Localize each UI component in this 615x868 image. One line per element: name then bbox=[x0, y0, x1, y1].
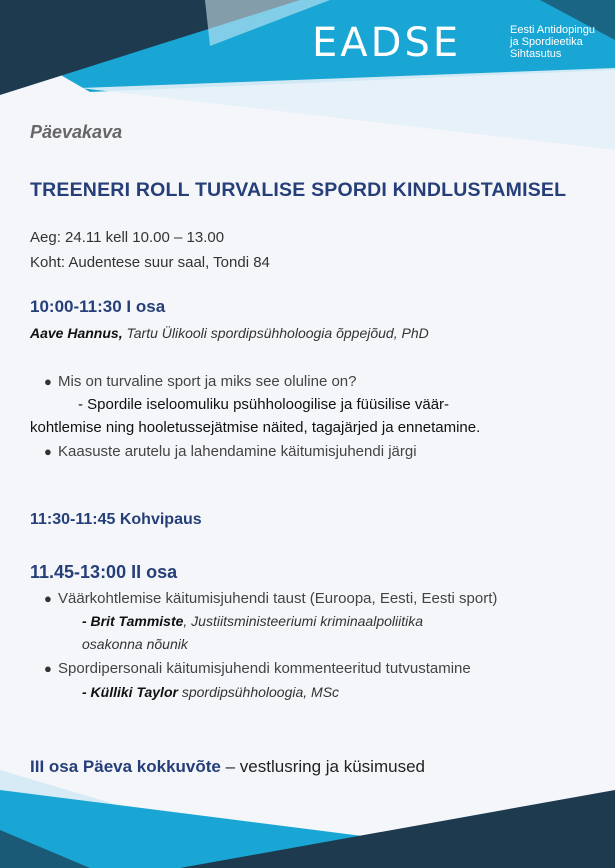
part2-subitem-1-cont: osakonna nõunik bbox=[82, 636, 188, 652]
document-title: TREENERI ROLL TURVALISE SPORDI KINDLUSTAMISEL bbox=[30, 179, 567, 201]
part1-speaker bbox=[30, 325, 429, 341]
logo-wordmark: EADSE bbox=[312, 20, 462, 66]
agenda-label: Päevakava bbox=[30, 122, 123, 142]
event-time: Aeg: 24.11 kell 10.00 – 13.00 bbox=[30, 229, 225, 246]
part2-subitem-2: - Külliki Taylor spordipsühholoogia, MSc bbox=[82, 684, 340, 700]
list-item: ● Väärkohtlemise käitumisjuhendi taust (Euroopa, Eesti, Eesti sport) bbox=[44, 590, 498, 607]
logo-tagline: Eesti Antidopingu ja Spordieetika Sihtasutus bbox=[510, 24, 596, 60]
event-place: Koht: Audentese suur saal, Tondi 84 bbox=[30, 254, 270, 271]
break-heading: 11:30-11:45 Kohvipaus bbox=[30, 511, 202, 528]
list-item: ● Spordipersonali käitumisjuhendi kommenteeritud tutvustamine bbox=[44, 660, 471, 677]
part1-subitem-line2: kohtlemise ning hooletussejätmise näited, tagajärjed ja ennetamine. bbox=[30, 419, 481, 436]
bullet-icon: ● bbox=[44, 444, 52, 459]
bullet-icon: ● bbox=[44, 661, 52, 676]
speaker-role: Tartu Ülikooli spordipsühholoogia õppejõud, PhD bbox=[122, 325, 429, 341]
part2-subitem-1: - Brit Tammiste, Justiitsministeeriumi kriminaalpoliitika bbox=[82, 613, 424, 629]
speaker-name: Aave Hannus, bbox=[30, 325, 123, 341]
part2-heading: 11.45-13:00 II osa bbox=[30, 562, 178, 582]
bullet-icon: ● bbox=[44, 374, 52, 389]
part1-heading: 10:00-11:30 I osa bbox=[30, 297, 166, 316]
part3-line bbox=[30, 757, 425, 777]
part1-subitem-line1: - Spordile iseloomuliku psühholoogilise ja füüsilise väär- bbox=[78, 396, 450, 413]
part3-heading: III osa Päeva kokkuvõte bbox=[30, 757, 221, 776]
part3-rest: – vestlusring ja küsimused bbox=[220, 757, 425, 776]
bullet-icon: ● bbox=[44, 591, 52, 606]
eadse-logo bbox=[312, 20, 612, 70]
list-item: ● Mis on turvaline sport ja miks see oluline on? bbox=[44, 373, 357, 390]
list-item: ● Kaasuste arutelu ja lahendamine käitumisjuhendi järgi bbox=[44, 443, 417, 460]
